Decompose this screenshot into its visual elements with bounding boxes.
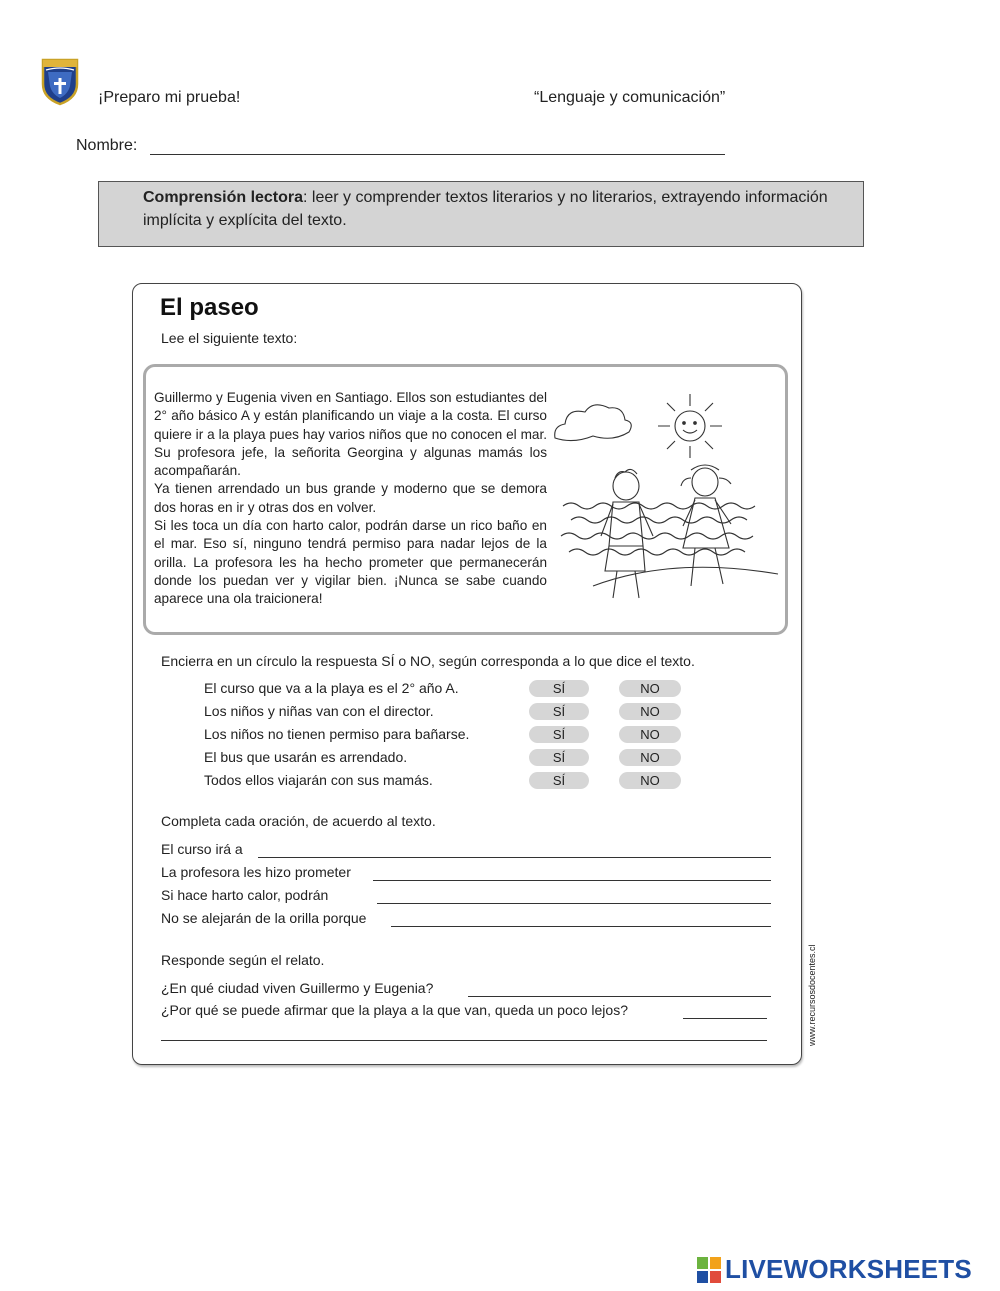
tf-statement: El curso que va a la playa es el 2° año A. <box>204 680 459 696</box>
reading-paragraph: Si les toca un día con harto calor, podrán darse un rico baño en el mar. Eso sí, ninguno tendrá permiso para nadar lejos de la orilla. La profesora les ha hecho prometer que permanecerán donde los puedan ver y vigilar bien. ¡Nunca se sabe cuando aparece una ola traicionera! <box>154 518 547 607</box>
answer-line[interactable] <box>373 880 771 881</box>
beach-children-illustration <box>553 386 783 608</box>
answer-line[interactable] <box>468 996 771 997</box>
tf-item <box>204 702 784 722</box>
tf-item <box>204 725 784 745</box>
complete-item-label: La profesora les hizo prometer <box>161 864 359 880</box>
no-option[interactable]: NO <box>619 749 681 766</box>
tf-instruction: Encierra en un círculo la respuesta SÍ o NO, según corresponda a lo que dice el texto. <box>161 653 695 669</box>
yes-option[interactable]: SÍ <box>529 680 589 697</box>
liveworksheets-logo-icon <box>697 1257 721 1283</box>
no-option[interactable]: NO <box>619 726 681 743</box>
tf-statement: Los niños y niñas van con el director. <box>204 703 434 719</box>
question-text: ¿En qué ciudad viven Guillermo y Eugenia? <box>161 980 441 996</box>
no-option[interactable]: NO <box>619 703 681 720</box>
objective-box <box>98 181 864 247</box>
header-left-title: ¡Preparo mi prueba! <box>98 89 241 106</box>
website-credit <box>804 940 820 1048</box>
tf-statement: Los niños no tienen permiso para bañarse. <box>204 726 470 742</box>
respond-instruction: Responde según el relato. <box>161 952 325 968</box>
complete-item-label: No se alejarán de la orilla porque <box>161 910 374 926</box>
liveworksheets-brand-text: LIVEWORKSHEETS <box>725 1254 972 1284</box>
answer-line[interactable] <box>258 857 771 858</box>
yes-option[interactable]: SÍ <box>529 703 589 720</box>
tf-item <box>204 771 784 791</box>
school-crest-logo <box>40 56 80 106</box>
answer-line-extra[interactable] <box>161 1040 767 1041</box>
answer-line[interactable] <box>377 903 771 904</box>
complete-item <box>161 910 771 932</box>
reading-text <box>154 389 547 609</box>
yes-option[interactable]: SÍ <box>529 772 589 789</box>
tf-statement: Todos ellos viajarán con sus mamás. <box>204 772 433 788</box>
complete-item-label: El curso irá a <box>161 841 251 857</box>
tf-item <box>204 748 784 768</box>
complete-item-label: Si hace harto calor, podrán <box>161 887 336 903</box>
name-label: Nombre: <box>76 137 138 154</box>
worksheet-title: El paseo <box>160 294 259 321</box>
website-text: www.recursosdocentes.cl <box>807 944 817 1046</box>
tf-item <box>204 679 784 699</box>
question-text: ¿Por qué se puede afirmar que la playa a la que van, queda un poco lejos? <box>161 1002 636 1018</box>
no-option[interactable]: NO <box>619 680 681 697</box>
question-item <box>161 1002 767 1024</box>
reading-paragraph: Ya tienen arrendado un bus grande y moderno que se demora dos horas en ir y otras dos en volver. <box>154 481 547 515</box>
read-instruction: Lee el siguiente texto: <box>161 330 298 346</box>
header-subject-title: “Lenguaje y comunicación” <box>534 89 726 106</box>
objective-bold: Comprensión lectora <box>143 189 304 206</box>
yes-option[interactable]: SÍ <box>529 726 589 743</box>
reading-paragraph: Guillermo y Eugenia viven en Santiago. Ellos son estudiantes del 2° año básico A y están planificando un viaje a la costa. El curso quiere ir a la playa pues hay varios niños que no conocen el mar. Su profesora jefe, la señorita Georgina y algunas mamás los acompañarán. <box>154 390 547 479</box>
name-input-line[interactable] <box>150 154 725 155</box>
no-option[interactable]: NO <box>619 772 681 789</box>
complete-item <box>161 841 771 863</box>
complete-instruction: Completa cada oración, de acuerdo al texto. <box>161 813 436 829</box>
question-item <box>161 980 771 1002</box>
objective-text: : leer y comprender textos literarios y no literarios, extrayendo información implícita y explícita del texto. <box>143 189 828 229</box>
yes-option[interactable]: SÍ <box>529 749 589 766</box>
answer-line[interactable] <box>391 926 771 927</box>
complete-item <box>161 864 771 886</box>
complete-item <box>161 887 771 909</box>
tf-statement: El bus que usarán es arrendado. <box>204 749 408 765</box>
answer-line[interactable] <box>683 1018 767 1019</box>
